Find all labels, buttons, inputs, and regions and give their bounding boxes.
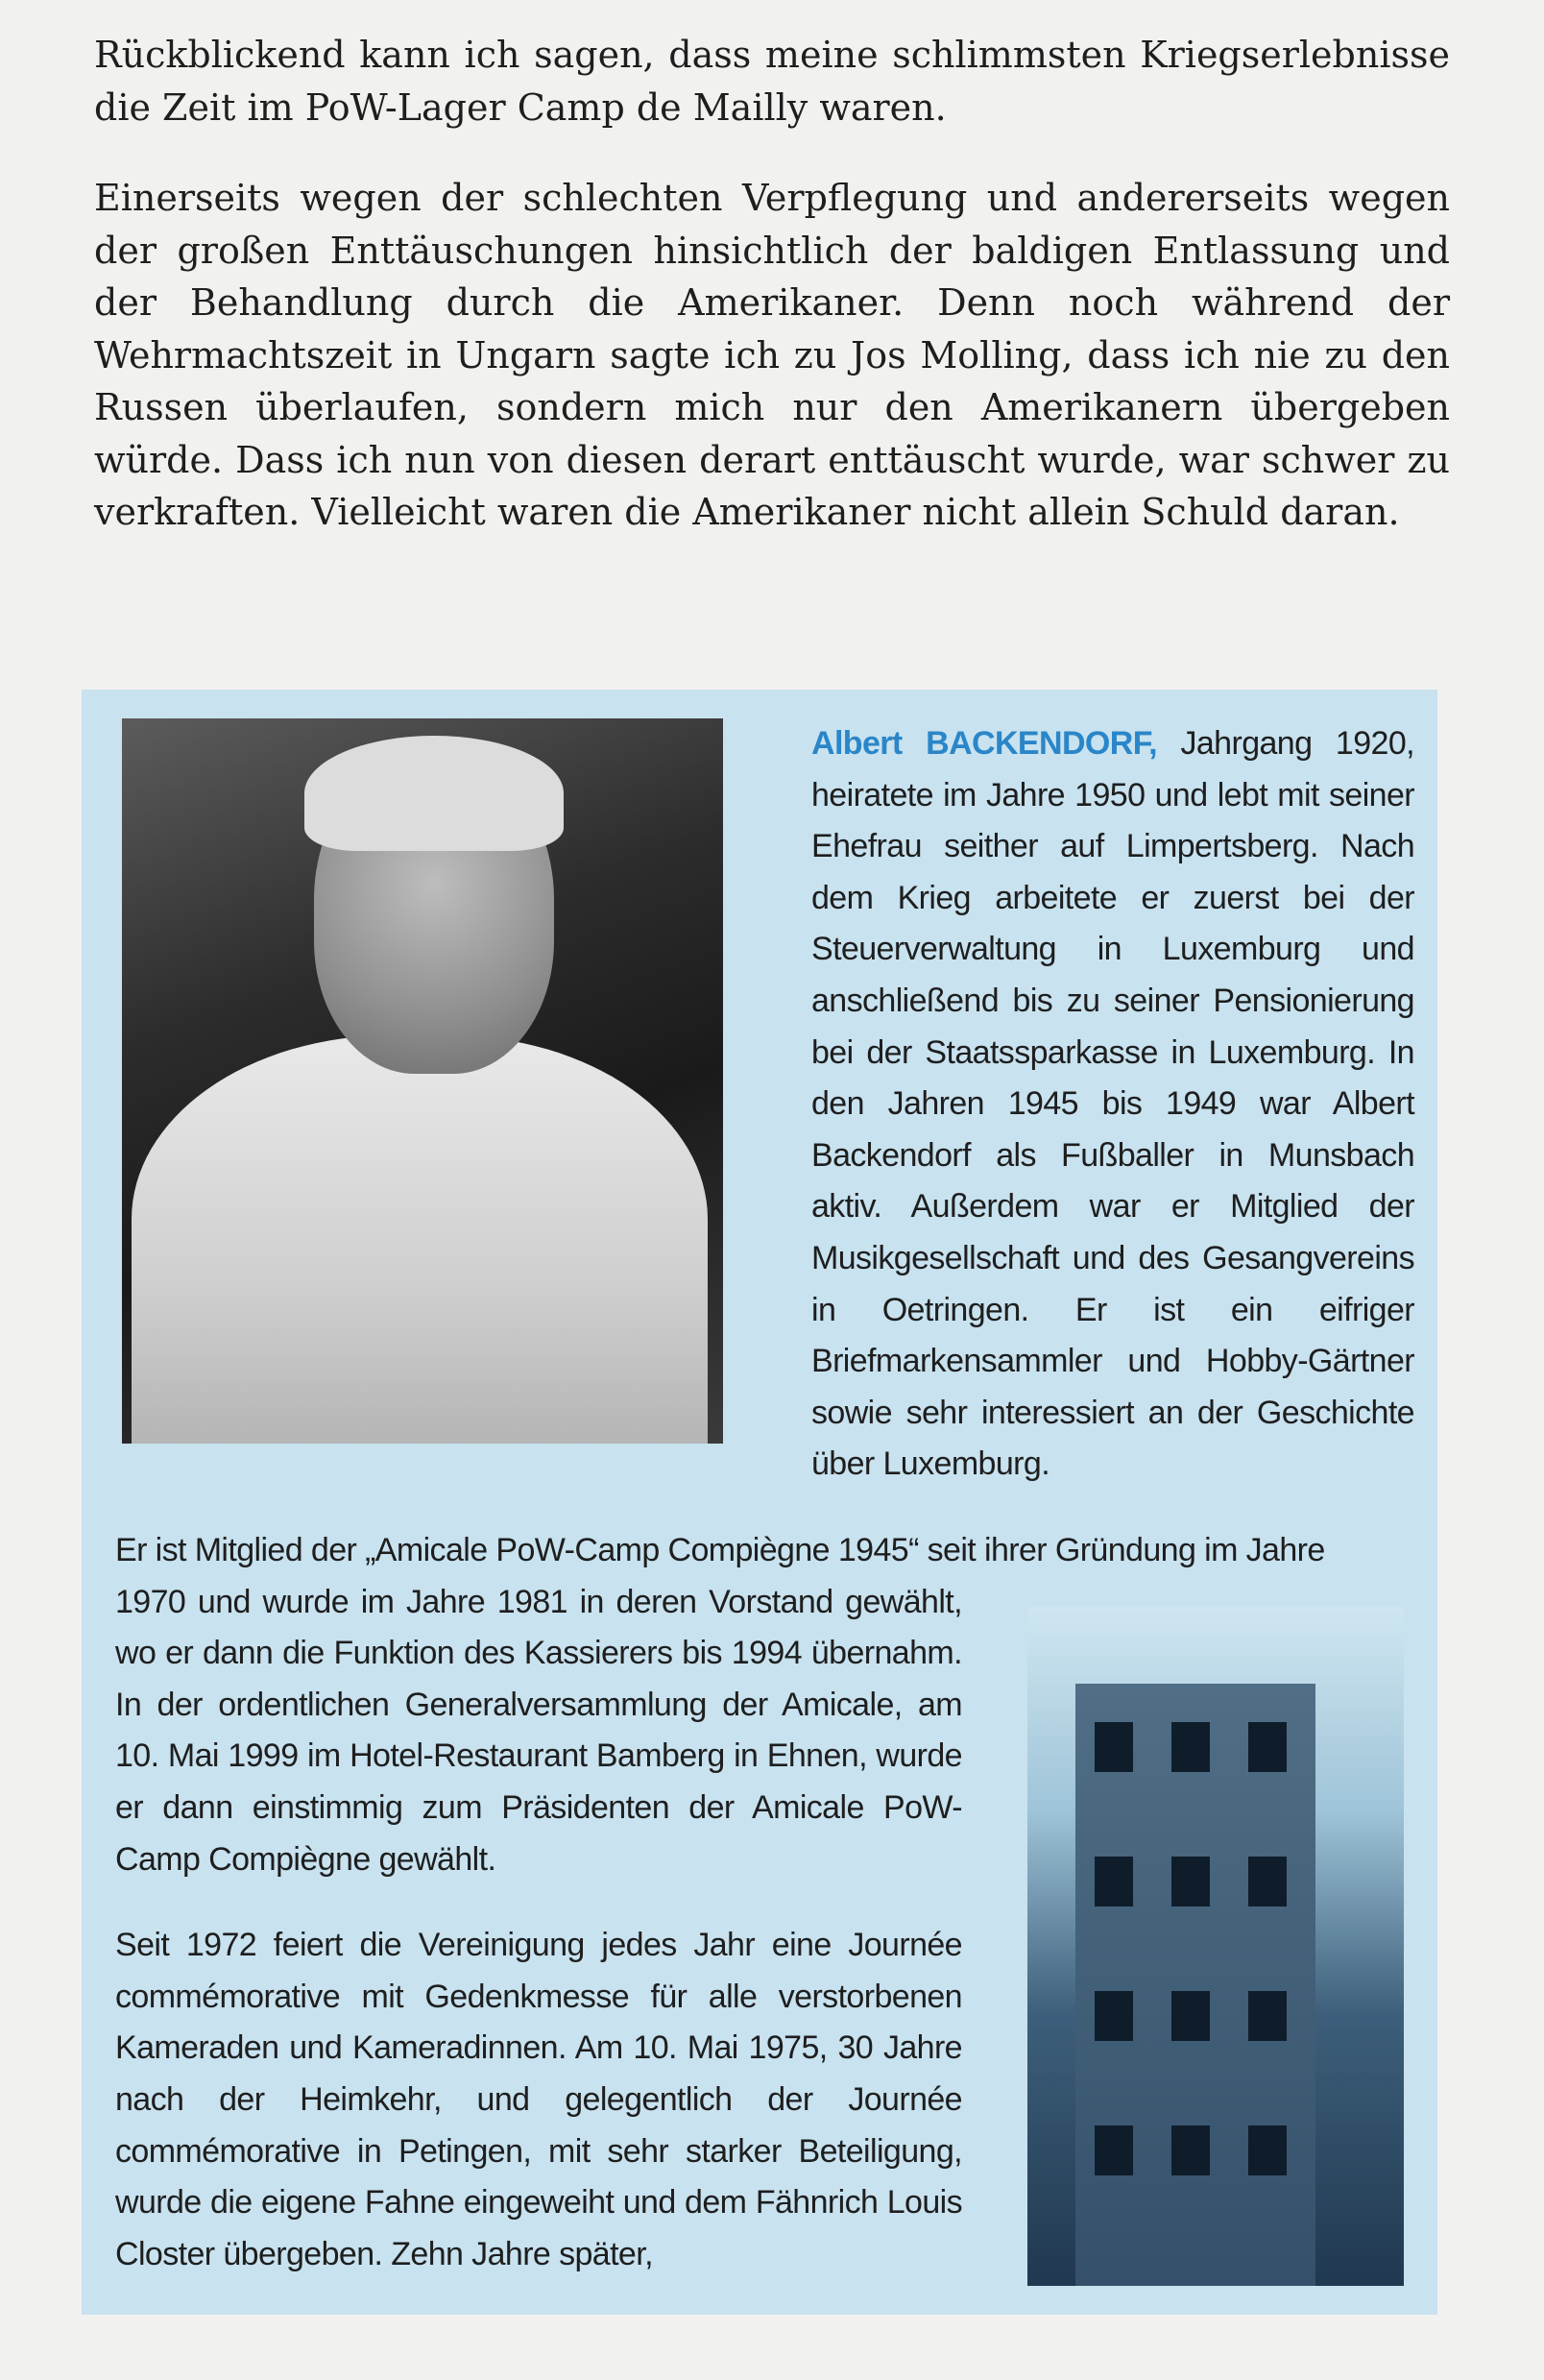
portrait-figure-hair	[304, 736, 564, 851]
bio-name: Albert BACKENDORF,	[811, 725, 1157, 762]
bio-paragraph-2: 1970 und wurde im Jahre 1981 in deren Vorstand gewählt, wo er dann die Funktion des Kassierers bis 1994 übernahm. In der ordentlichen Generalversammlung der Amicale, am 10. Mai 1999 im Hotel-Restaurant Bamberg in Ehnen, wurde er dann einstimmig zum Präsidenten der Amicale PoW-Camp Compiègne gewählt.	[115, 1583, 962, 1878]
bio-text: Jahrgang 1920, heiratete im Jahre 1950 und lebt mit seiner Ehefrau seither auf Limpertsberg. Nach dem Krieg arbeitete er zuerst bei der Steuerverwaltung in Luxemburg und anschließend bis zu seiner Pensionierung bei der Staatssparkasse in Luxemburg. In den Jahren 1945 bis 1949 war Albert Backendorf als Fußballer in Munsbach aktiv. Außerdem war er Mitglied der Musikgesellschaft und des Gesangvereins in Oetringen. Er ist ein eifriger Briefmarkensammler und Hobby-Gärtner sowie sehr interessiert an der Geschichte über Luxemburg.	[811, 725, 1414, 1483]
portrait-figure-body	[132, 1035, 708, 1444]
biography-box	[82, 690, 1437, 2315]
intro-text	[94, 29, 1450, 539]
biography-intro	[811, 718, 1414, 1491]
bio-paragraph-3: Seit 1972 feiert die Vereinigung jedes Jahr eine Journée commémorative mit Gedenkmesse für alle verstorbenen Kameraden und Kameradinnen. Am 10. Mai 1975, 30 Jahre nach der Heimkehr, und gelegentlich der Journée commémorative in Petingen, mit sehr starker Beteiligung, wurde die eigene Fahne eingeweiht und dem Fähnrich Louis Closter übergeben. Zehn Jahre später,	[115, 1927, 962, 2272]
portrait-photo	[122, 718, 723, 1444]
intro-paragraph-2: Einerseits wegen der schlechten Verpflegung und andererseits wegen der großen Enttäuschungen hinsichtlich der baldigen Entlassung und der Behandlung durch die Amerikaner. Denn noch während der Wehrmachtszeit in Ungarn sagte ich zu Jos Molling, dass ich nie zu den Russen überlaufen, sondern mich nur den Amerikanern übergeben würde. Dass ich nun von diesen derart enttäuscht wurde, war schwer zu verkraften. Vielleicht waren die Amerikaner nicht allein Schuld daran.	[94, 177, 1450, 533]
bio-paragraph-2-line-1: Er ist Mitglied der „Amicale PoW-Camp Compiègne 1945“ seit ihrer Gründung im Jahre	[115, 1532, 1325, 1568]
biography-continuation	[115, 1525, 1407, 2280]
intro-paragraph-1: Rückblickend kann ich sagen, dass meine schlimmsten Kriegserlebnisse die Zeit im PoW-Lager Camp de Mailly waren.	[94, 34, 1450, 129]
